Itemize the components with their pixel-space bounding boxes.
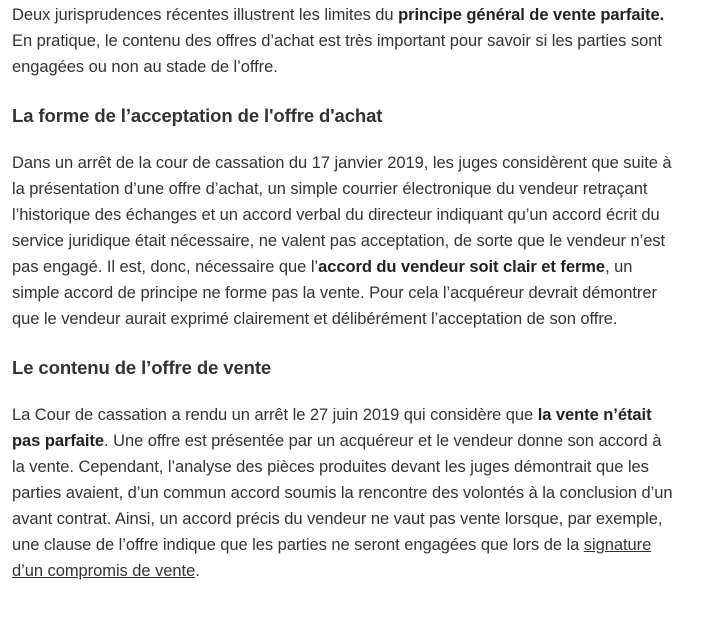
section1-text-1: Dans un arrêt de la cour de cassation du 17 janvier 2019, les juges considèrent que suite à la présentation d’une offre d’achat, un simple courrier électronique du vendeur retraçant l’historique des échanges et un accord verbal du directeur indiquant qu’un accord écrit du service juridique était nécessaire, ne valent pas acceptation, de sorte que le vendeur n’est pas engagé. Il est, donc, nécessaire que l’	[12, 154, 672, 276]
section2-text-3: .	[195, 562, 200, 580]
section1-bold-text: accord du vendeur soit clair et ferme	[318, 258, 606, 276]
intro-bold-text: principe général de vente parfaite.	[398, 6, 665, 24]
section2-paragraph	[12, 402, 677, 584]
section1-text-2: , un simple accord de principe ne forme pas la vente. Pour cela l’acquéreur devrait démontrer que le vendeur aurait exprimé clairement et délibérément l’acceptation de son offre.	[12, 258, 657, 328]
section2-text-1: La Cour de cassation a rendu un arrêt le 27 juin 2019 qui considère que	[12, 406, 538, 424]
intro-text-2: En pratique, le contenu des offres d’achat est très important pour savoir si les parties sont engagées ou non au stade de l’offre.	[12, 32, 662, 76]
intro-paragraph	[12, 0, 677, 80]
section2-text-2: . Une offre est présentée par un acquéreur et le vendeur donne son accord à la vente. Cependant, l’analyse des pièces produites devant les juges démontrait que les parties avaient, d’un commun accord soumis la rencontre des volontés à la conclusion d’un avant contrat. Ainsi, un accord précis du vendeur ne vaut pas vente lorsque, par exemple, une clause de l’offre indique que les parties ne seront engagées que lors de la	[12, 432, 673, 554]
section1-paragraph	[12, 150, 677, 332]
intro-text-1: Deux jurisprudences récentes illustrent les limites du	[12, 6, 399, 24]
section-heading-contenu-offre: Le contenu de l’offre de vente	[12, 357, 272, 378]
section2-bold-text: la vente n’était pas parfaite	[12, 406, 652, 450]
section-heading-forme-acceptation: La forme de l’acceptation de l'offre d'achat	[12, 105, 383, 126]
compromis-de-vente-link[interactable]: signature d’un compromis de vente	[12, 536, 652, 580]
